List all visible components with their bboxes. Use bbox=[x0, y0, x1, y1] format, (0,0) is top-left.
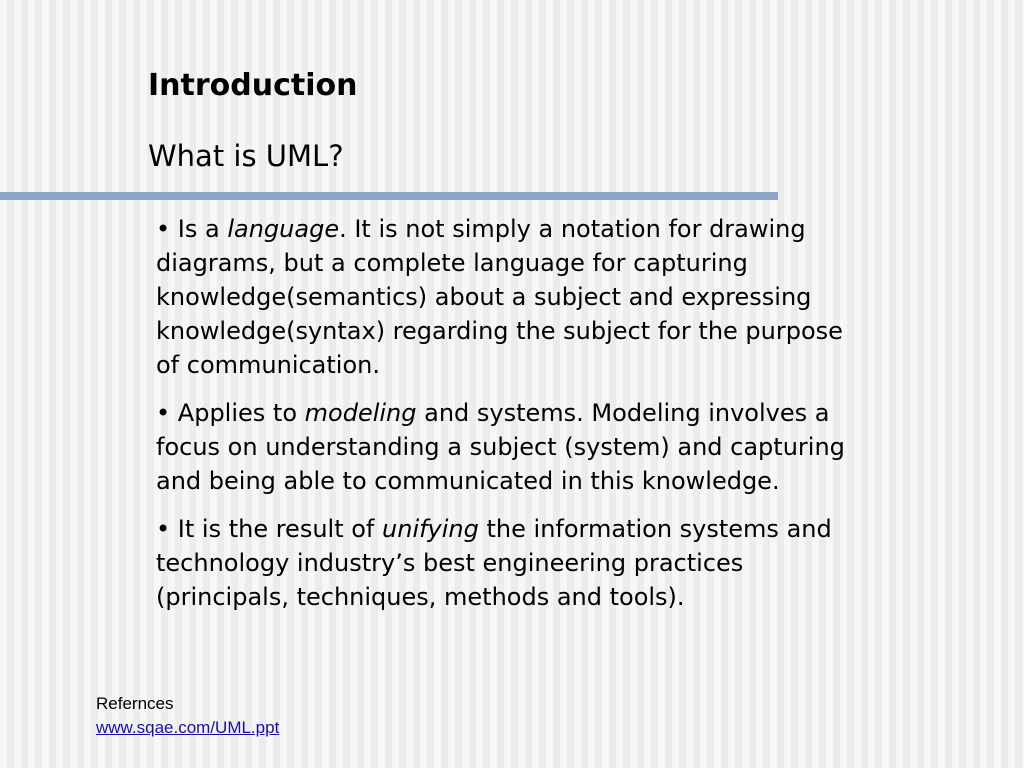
bullet-text-suffix: and systems. Modeling involves a focus on understanding a subject (system) and capturing and being able to communicated in this knowledge. bbox=[156, 399, 845, 495]
references-link[interactable]: www.sqae.com/UML.ppt bbox=[96, 718, 280, 737]
slide-subtitle: What is UML? bbox=[148, 139, 344, 173]
bullet-text-prefix: • Is a bbox=[156, 215, 228, 243]
bullet-item-modeling bbox=[156, 396, 871, 498]
bullet-item-language bbox=[156, 212, 871, 382]
title-divider bbox=[0, 192, 778, 200]
bullet-list bbox=[156, 212, 871, 628]
references-label: Refernces bbox=[96, 694, 174, 713]
bullet-text-suffix: the information systems and technology industry’s best engineering practices (principals, techniques, methods and tools). bbox=[156, 515, 832, 611]
slide-title: Introduction bbox=[148, 68, 358, 103]
bullet-text-prefix: • It is the result of bbox=[156, 515, 383, 543]
bullet-text-suffix: . It is not simply a notation for drawing diagrams, but a complete language for capturing knowledge(semantics) about a subject and expressing knowledge(syntax) regarding the subject for the purpose of communication. bbox=[156, 215, 843, 379]
bullet-emphasis: modeling bbox=[304, 399, 417, 427]
bullet-text-prefix: • Applies to bbox=[156, 399, 305, 427]
bullet-emphasis: unifying bbox=[382, 515, 479, 543]
references bbox=[96, 692, 279, 740]
bullet-emphasis: language bbox=[227, 215, 340, 243]
bullet-item-unifying bbox=[156, 512, 871, 614]
